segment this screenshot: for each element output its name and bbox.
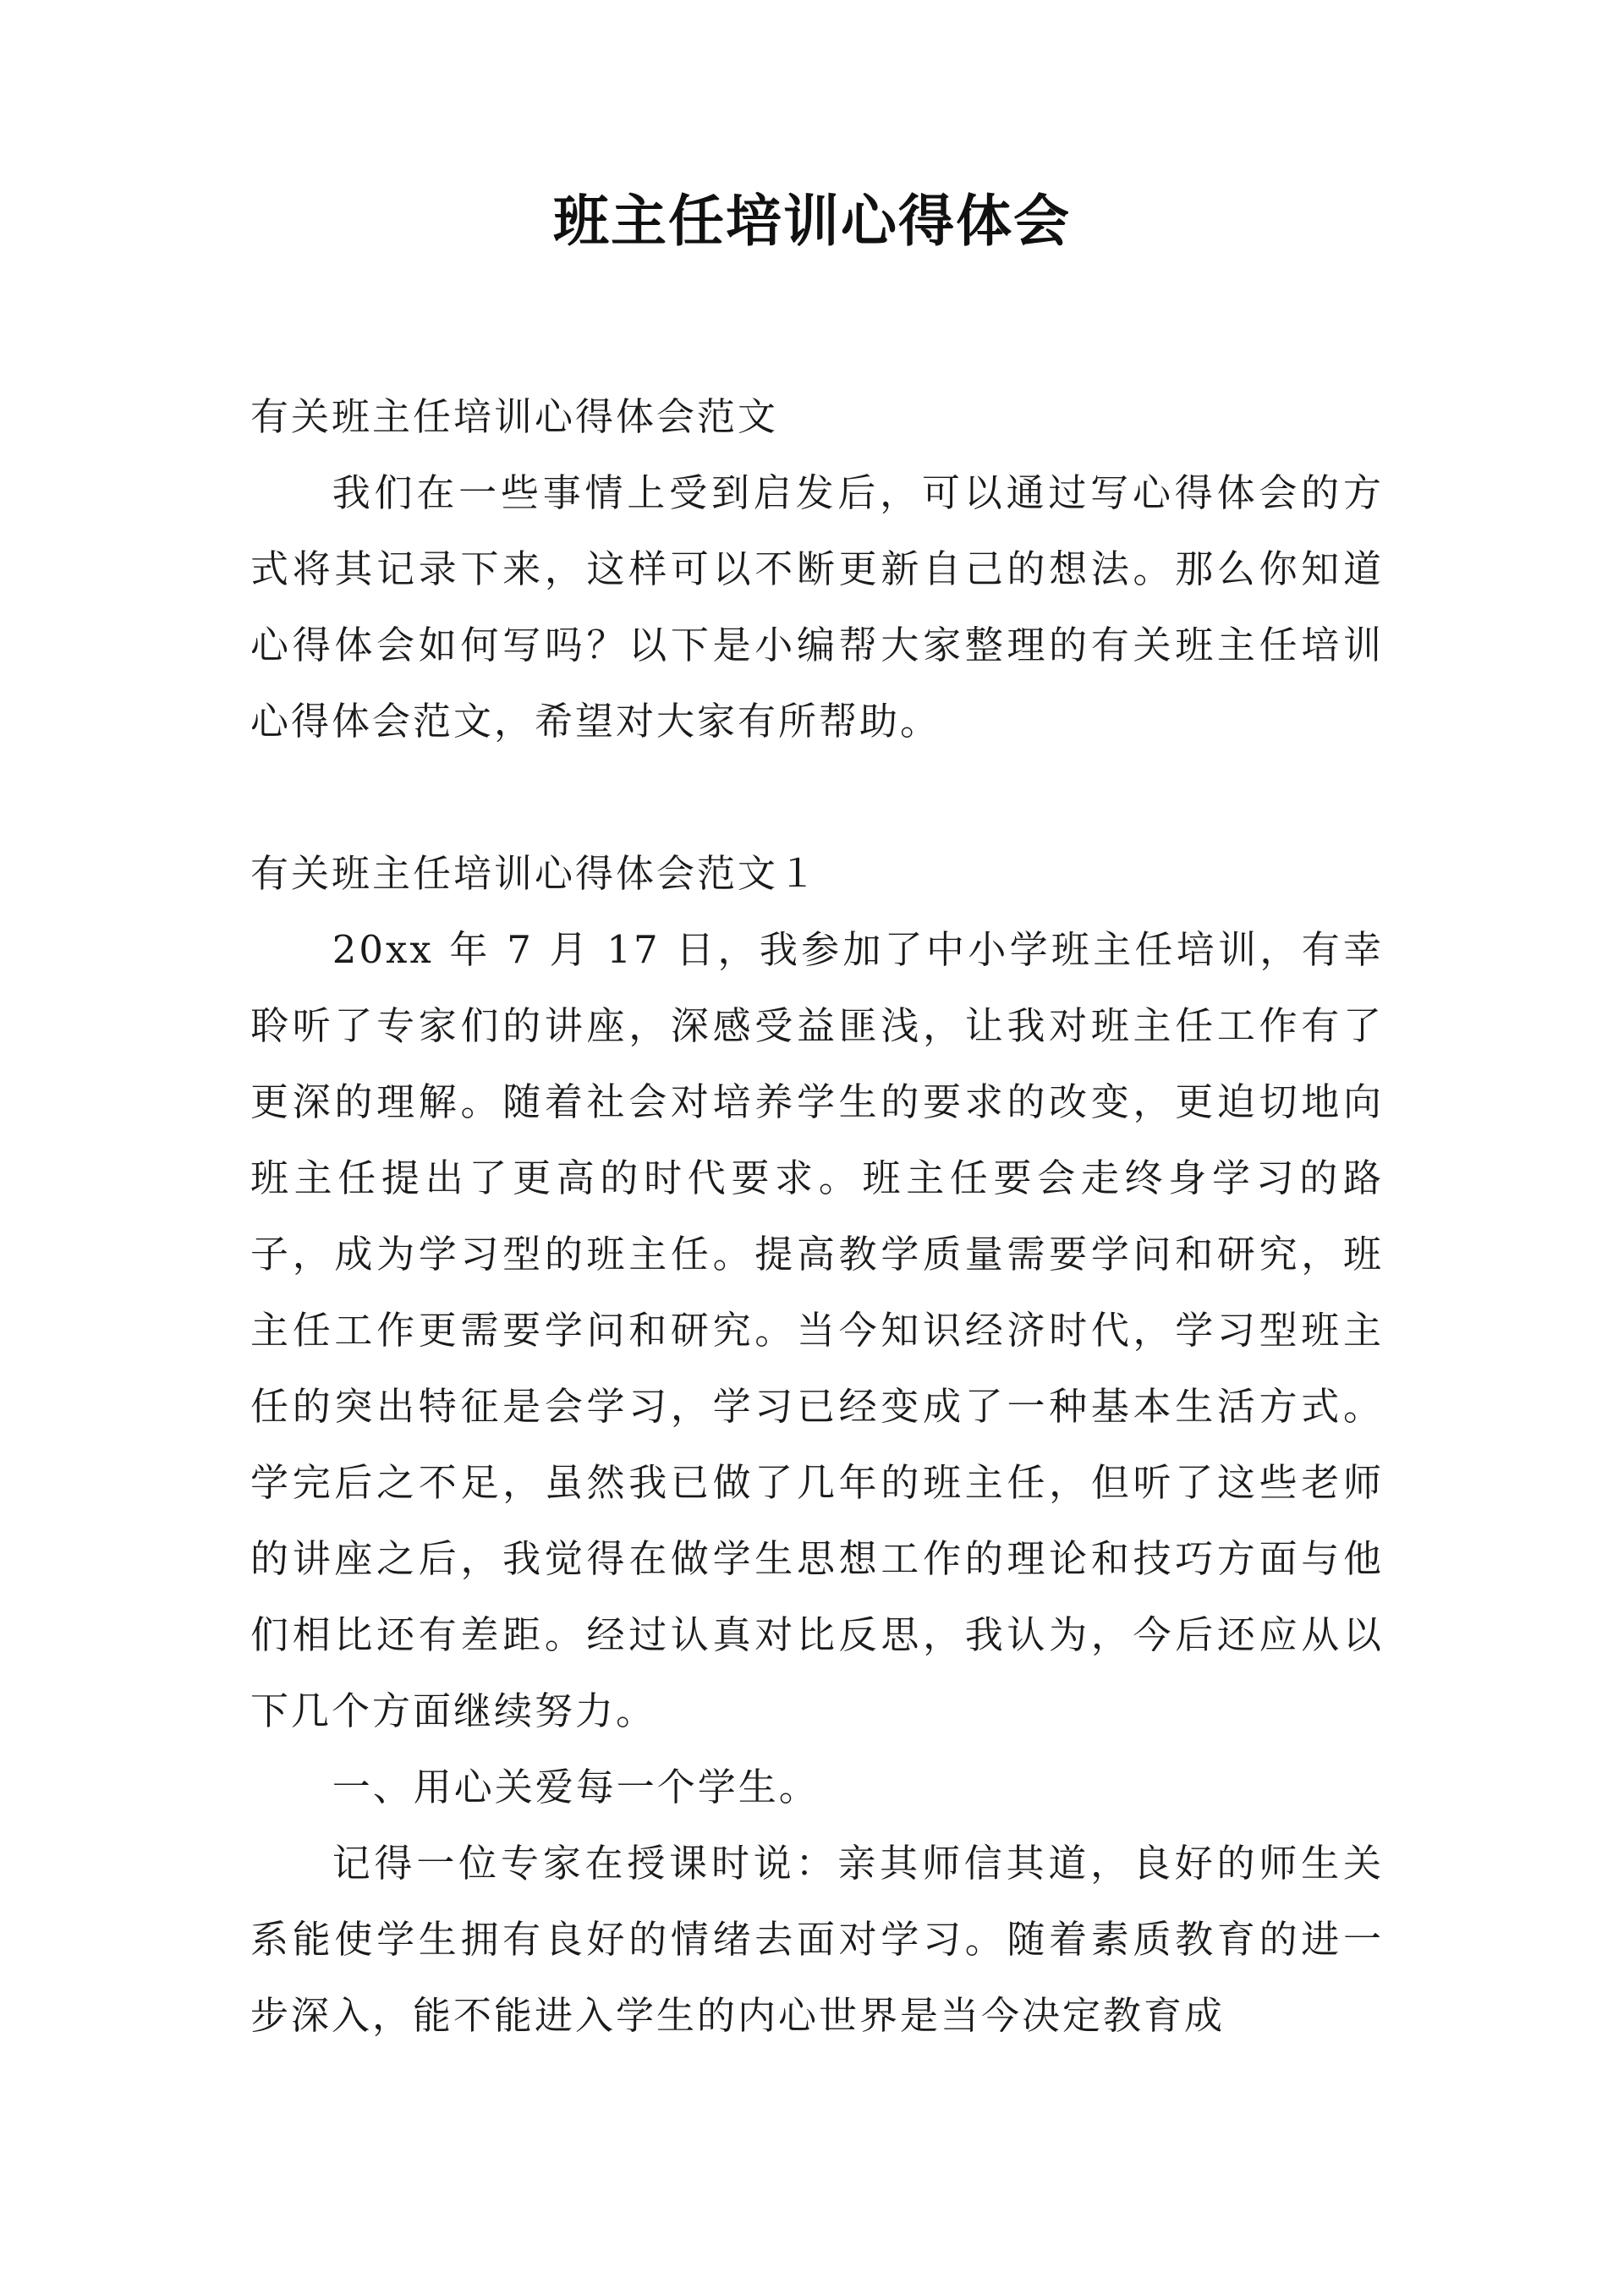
document-title: 班主任培训心得体会 <box>553 188 1071 254</box>
document-body <box>250 379 1384 2054</box>
point-heading-1: 一、用心关爱每一个学生。 <box>332 1765 820 1809</box>
body-paragraph-2: 记得一位专家在授课时说：亲其师信其道，良好的师生关系能使学生拥有良好的情绪去面对学习。随着素质教育的进一步深入，能不能进入学生的内心世界是当今决定教育成 <box>250 1841 1384 2038</box>
paragraph-gap <box>250 760 1384 836</box>
intro-paragraph: 我们在一些事情上受到启发后，可以通过写心得体会的方式将其记录下来，这样可以不断更新自己的想法。那么你知道心得体会如何写吗？以下是小编帮大家整理的有关班主任培训心得体会范文，希望对大家有所帮助。 <box>250 470 1384 744</box>
body-paragraph-1: 20xx 年 7 月 17 日，我参加了中小学班主任培训，有幸聆听了专家们的讲座，深感受益匪浅，让我对班主任工作有了更深的理解。随着社会对培养学生的要求的改变，更迫切地向班主任提出了更高的时代要求。班主任要会走终身学习的路子，成为学习型的班主任。提高教学质量需要学问和研究，班主任工作更需要学问和研究。当今知识经济时代，学习型班主任的突出特征是会学习，学习已经变成了一种基本生活方式。学完后之不足，虽然我已做了几年的班主任，但听了这些老师的讲座之后，我觉得在做学生思想工作的理论和技巧方面与他们相比还有差距。经过认真对比反思，我认为，今后还应从以下几个方面继续努力。 <box>250 927 1384 1733</box>
section-heading: 有关班主任培训心得体会范文１ <box>250 851 820 896</box>
document-subtitle: 有关班主任培训心得体会范文 <box>250 394 779 439</box>
